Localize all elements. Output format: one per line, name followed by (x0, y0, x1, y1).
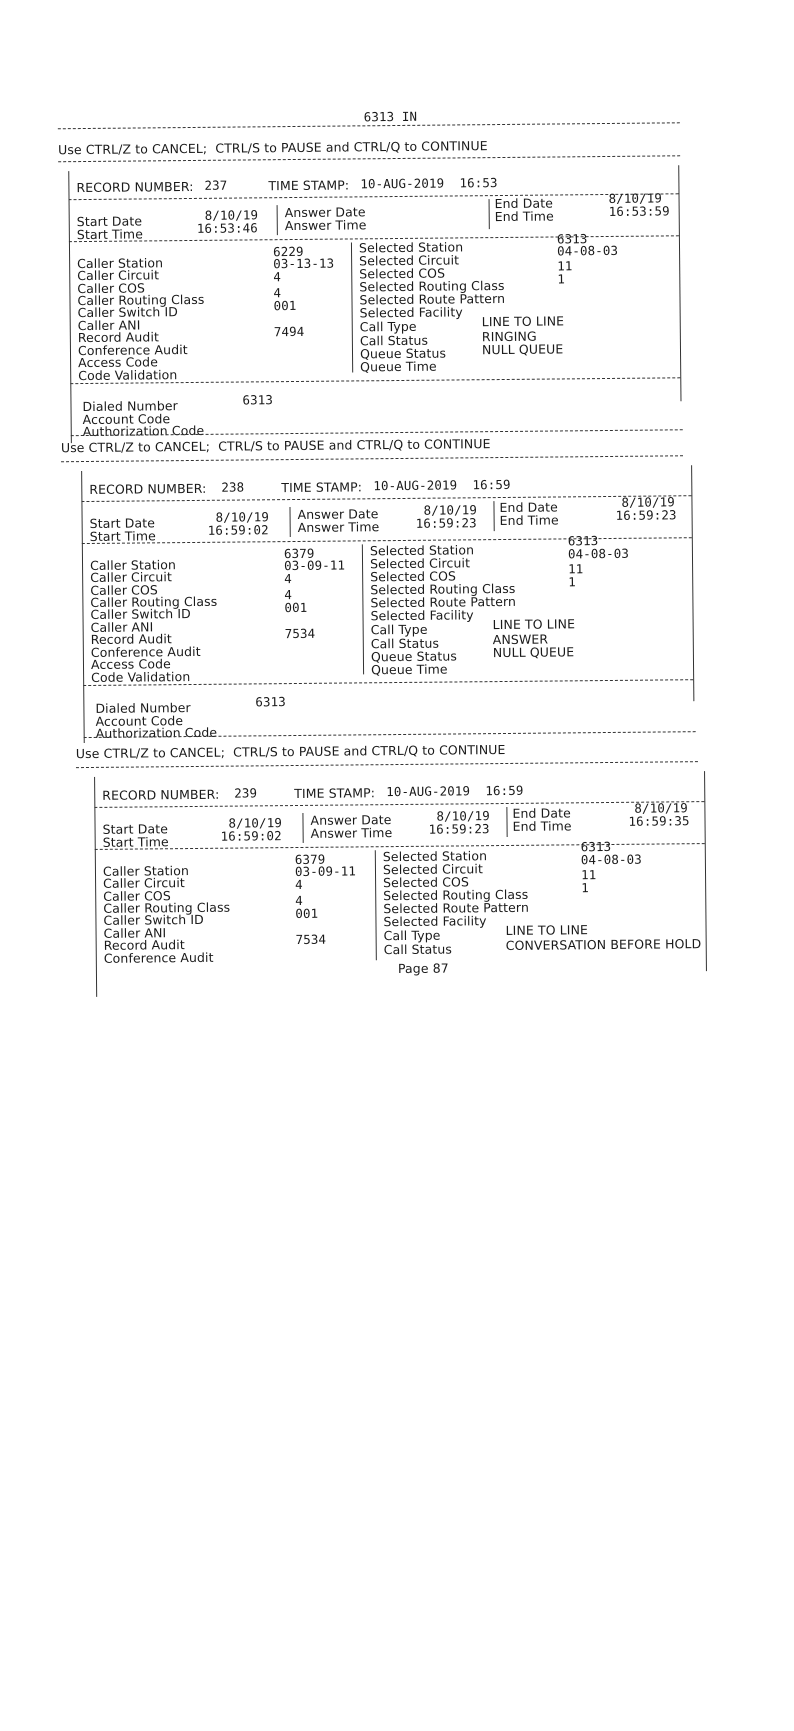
selected-routing-class-value: 1 (568, 574, 576, 590)
start-date-label: Start Date (76, 213, 143, 230)
caller-routing-class-value: 4 (295, 892, 303, 909)
selected-cos-value: 11 (568, 561, 584, 577)
answer-date-label: Answer Date (284, 204, 366, 221)
answer-date-value: 8/10/19 (423, 502, 477, 518)
call-type-value: LINE TO LINE (481, 313, 565, 330)
box-right-border (704, 771, 707, 971)
answer-time-label: Answer Time (284, 217, 367, 234)
selected-route-pattern-label: Selected Route Pattern (383, 899, 530, 917)
record-block (0, 600, 794, 1731)
caller-station-value: 6229 (272, 243, 304, 260)
selected-routing-class-label: Selected Routing Class (370, 580, 516, 598)
caller-circuit-label: Caller Circuit (103, 875, 185, 891)
selected-facility-label: Selected Facility (359, 304, 463, 321)
caller-cos-label: Caller COS (90, 582, 158, 598)
code-validation-label: Code Validation (78, 367, 178, 384)
queue-status-label: Queue Status (370, 648, 458, 665)
selected-facility-label: Selected Facility (370, 607, 474, 624)
divider (81, 495, 691, 502)
divider (61, 455, 683, 462)
caller-ani-label: Caller ANI (77, 317, 141, 334)
continue-prompt: Use CTRL/Z to CANCEL; CTRL/S to PAUSE and CTRL/Q to CONTINUE (57, 138, 488, 158)
start-time-value: 16:59:02 (207, 522, 269, 538)
end-time-label: End Time (512, 818, 572, 834)
record-number-value: 237 (204, 177, 228, 193)
caller-station-value: 6379 (283, 545, 315, 562)
selected-facility-label: Selected Facility (383, 913, 487, 930)
time-stamp-label: TIME STAMP: (268, 177, 350, 194)
conference-audit-label: Conference Audit (90, 643, 201, 660)
selected-routing-class-label: Selected Routing Class (359, 277, 505, 295)
page-header-title: 6313 IN (363, 108, 418, 125)
caller-switch-id-label: Caller Switch ID (77, 304, 179, 321)
dialed-number-value: 6313 (255, 694, 286, 710)
selected-station-label: Selected Station (358, 239, 464, 256)
queue-status-value: NULL QUEUE (492, 644, 575, 661)
selected-routing-class-value: 1 (557, 271, 566, 287)
record-audit-value: 7494 (273, 323, 305, 340)
record-number-label: RECORD NUMBER: (76, 178, 194, 196)
end-time-value: 16:59:23 (615, 507, 677, 523)
account-code-label: Account Code (95, 713, 184, 729)
caller-routing-class-value: 4 (284, 587, 293, 603)
selected-circuit-label: Selected Circuit (382, 861, 484, 878)
call-status-label: Call Status (359, 332, 429, 349)
selected-cos-label: Selected COS (359, 265, 446, 282)
answer-time-label: Answer Time (310, 825, 393, 841)
col-sep (506, 807, 507, 837)
start-date-value: 8/10/19 (204, 207, 259, 223)
time-stamp-value: 10-AUG-2019 16:53 (360, 175, 498, 192)
call-type-value: LINE TO LINE (492, 616, 576, 633)
end-date-value: 8/10/19 (634, 800, 688, 816)
selected-routing-class-value: 1 (581, 880, 589, 896)
caller-circuit-label: Caller Circuit (77, 267, 160, 284)
caller-station-label: Caller Station (89, 557, 177, 573)
dialed-number-label: Dialed Number (82, 398, 178, 415)
record-audit-label: Record Audit (77, 329, 160, 346)
start-time-value: 16:59:02 (220, 828, 282, 844)
call-status-value: CONVERSATION BEFORE HOLD (505, 936, 702, 954)
caller-switch-id-label: Caller Switch ID (103, 911, 204, 928)
record-number-label: RECORD NUMBER: (89, 480, 207, 497)
time-stamp-label: TIME STAMP: (294, 785, 376, 802)
conference-audit-label: Conference Audit (103, 949, 214, 966)
call-status-label: Call Status (370, 635, 440, 652)
caller-switch-id-value: 001 (284, 599, 308, 616)
selected-cos-value: 11 (557, 258, 573, 274)
divider (94, 801, 704, 808)
caller-switch-id-label: Caller Switch ID (90, 606, 191, 622)
end-date-label: End Date (499, 499, 558, 516)
authorization-code-label: Authorization Code (82, 422, 205, 440)
caller-switch-id-value: 001 (295, 905, 319, 922)
box-left-border (94, 777, 97, 997)
conference-audit-label: Conference Audit (77, 342, 188, 359)
continue-prompt: Use CTRL/Z to CANCEL; CTRL/S to PAUSE and CTRL/Q to CONTINUE (60, 436, 491, 456)
end-time-value: 16:59:35 (628, 813, 690, 829)
selected-station-value: 6313 (580, 838, 612, 855)
caller-circuit-value: 03-13-13 (273, 255, 335, 272)
caller-station-label: Caller Station (77, 255, 164, 272)
selected-circuit-label: Selected Circuit (369, 555, 471, 572)
dialed-number-value: 6313 (242, 392, 274, 408)
selected-cos-label: Selected COS (383, 874, 470, 891)
call-type-label: Call Type (370, 621, 428, 638)
end-date-label: End Date (494, 195, 554, 212)
caller-station-label: Caller Station (102, 863, 190, 879)
selected-station-value: 6313 (556, 231, 588, 247)
page-number: Page 87 (397, 960, 449, 977)
caller-switch-id-value: 001 (273, 297, 297, 314)
caller-routing-class-label: Caller Routing Class (77, 291, 205, 309)
call-type-label: Call Type (383, 927, 441, 944)
selected-routing-class-label: Selected Routing Class (383, 886, 529, 904)
call-type-label: Call Type (359, 318, 417, 335)
time-stamp-label: TIME STAMP: (281, 479, 363, 496)
time-stamp-value: 10-AUG-2019 16:59 (386, 782, 524, 800)
start-time-label: Start Time (76, 226, 144, 243)
start-date-label: Start Date (102, 821, 169, 837)
start-time-label: Start Time (102, 834, 169, 850)
end-time-label: End Time (494, 208, 554, 225)
answer-date-value: 8/10/19 (436, 808, 490, 824)
record-audit-value: 7534 (295, 931, 327, 948)
caller-circuit-label: Caller Circuit (90, 569, 173, 585)
selected-circuit-value: 04-08-03 (567, 545, 630, 562)
selected-circuit-label: Selected Circuit (359, 252, 460, 269)
caller-cos-value: 4 (273, 269, 281, 285)
call-status-label: Call Status (383, 941, 453, 958)
end-date-value: 8/10/19 (621, 494, 675, 510)
record-audit-label: Record Audit (90, 631, 172, 647)
start-date-value: 8/10/19 (215, 509, 270, 525)
time-stamp-value: 10-AUG-2019 16:59 (373, 476, 511, 494)
end-date-label: End Date (512, 805, 571, 821)
queue-time-label: Queue Time (360, 358, 437, 375)
selected-route-pattern-label: Selected Route Pattern (370, 593, 517, 611)
col-sep (489, 199, 490, 229)
call-type-value: LINE TO LINE (505, 922, 589, 939)
queue-status-label: Queue Status (359, 345, 447, 362)
caller-circuit-value: 03-09-11 (294, 863, 357, 880)
start-time-label: Start Time (89, 528, 156, 544)
answer-date-label: Answer Date (297, 506, 379, 522)
caller-routing-class-value: 4 (273, 285, 282, 301)
caller-cos-label: Caller COS (77, 280, 146, 297)
dialed-number-label: Dialed Number (95, 700, 191, 716)
caller-ani-label: Caller ANI (103, 925, 167, 941)
queue-time-label: Queue Time (370, 661, 448, 678)
answer-date-label: Answer Date (310, 812, 392, 828)
divider (69, 193, 679, 200)
start-date-label: Start Date (89, 515, 156, 531)
call-status-value: RINGING (481, 328, 537, 345)
code-validation-label: Code Validation (91, 669, 191, 685)
record-audit-value: 7534 (284, 625, 316, 642)
caller-cos-label: Caller COS (103, 888, 171, 904)
divider (76, 761, 698, 768)
answer-time-label: Answer Time (297, 519, 380, 535)
caller-routing-class-label: Caller Routing Class (103, 899, 231, 916)
continue-prompt: Use CTRL/Z to CANCEL; CTRL/S to PAUSE and CTRL/Q to CONTINUE (75, 741, 506, 762)
col-sep (289, 507, 290, 537)
end-time-value: 16:53:59 (608, 203, 670, 219)
record-number-label: RECORD NUMBER: (102, 786, 220, 803)
authorization-code-label: Authorization Code (95, 724, 218, 741)
selected-cos-value: 11 (580, 867, 597, 883)
caller-cos-value: 4 (284, 571, 292, 587)
selected-station-label: Selected Station (369, 542, 475, 559)
end-time-label: End Time (499, 512, 559, 529)
access-code-label: Access Code (78, 354, 159, 371)
selected-cos-label: Selected COS (370, 568, 457, 585)
answer-time-value: 16:59:23 (428, 821, 490, 837)
caller-cos-value: 4 (295, 876, 303, 893)
col-sep (375, 850, 377, 960)
record-number-value: 238 (221, 479, 245, 495)
record-audit-label: Record Audit (103, 937, 185, 953)
selected-station-label: Selected Station (382, 848, 488, 865)
end-date-value: 8/10/19 (608, 190, 662, 206)
caller-circuit-value: 03-09-11 (283, 557, 346, 574)
selected-circuit-value: 04-08-03 (556, 242, 619, 259)
col-sep (302, 813, 303, 843)
start-time-value: 16:53:46 (196, 220, 258, 236)
account-code-label: Account Code (82, 411, 171, 428)
selected-route-pattern-label: Selected Route Pattern (359, 290, 506, 308)
caller-ani-label: Caller ANI (90, 619, 154, 635)
answer-time-value: 16:59:23 (415, 515, 477, 531)
caller-station-value: 6379 (294, 851, 326, 868)
queue-status-value: NULL QUEUE (481, 341, 564, 358)
selected-circuit-value: 04-08-03 (580, 851, 642, 868)
start-date-value: 8/10/19 (228, 815, 282, 831)
call-status-value: ANSWER (492, 631, 549, 648)
access-code-label: Access Code (90, 656, 171, 672)
caller-routing-class-label: Caller Routing Class (90, 593, 218, 610)
col-sep (277, 205, 278, 235)
col-sep (493, 501, 494, 531)
record-number-value: 239 (234, 785, 258, 801)
selected-station-value: 6313 (567, 533, 599, 549)
